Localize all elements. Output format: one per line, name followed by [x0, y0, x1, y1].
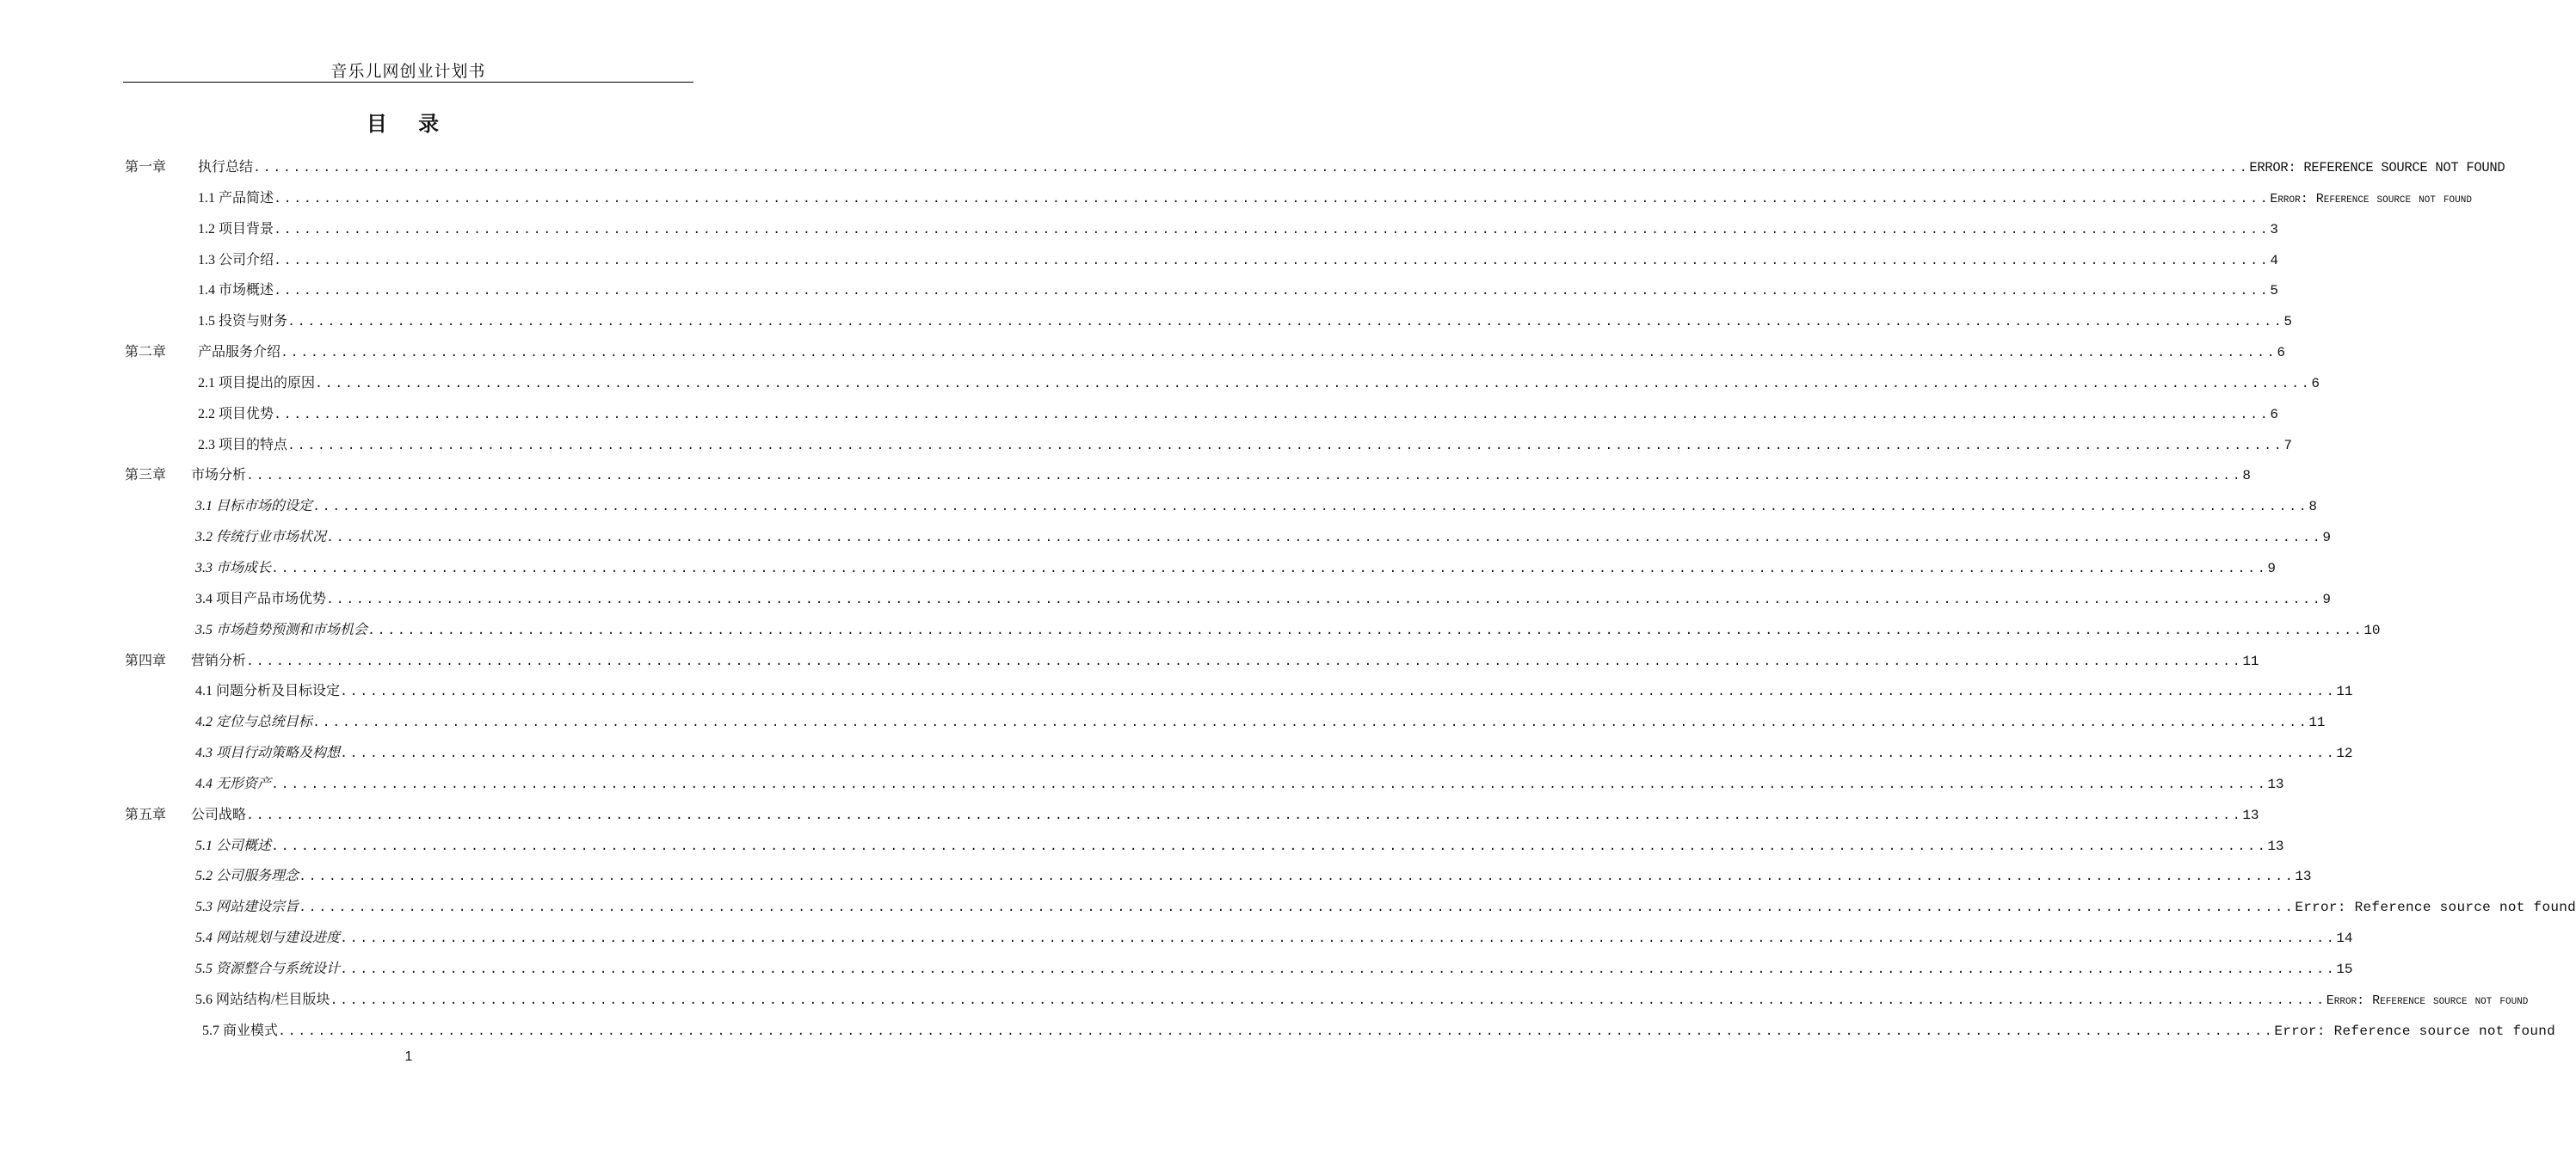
toc-section-entry[interactable]: [125, 769, 2284, 800]
chapter-number: 第三章: [125, 468, 167, 483]
dot-leader: ........................................................................................................................................................................................................: [315, 376, 2312, 391]
toc-chapter-entry[interactable]: [125, 646, 2259, 677]
entry-page: 7: [2283, 437, 2292, 453]
entry-title: 3.2 传统行业市场状况: [195, 530, 327, 545]
dot-leader: ........................................................................................................................................................................................................: [340, 962, 2337, 977]
dot-leader: ........................................................................................................................................................................................................: [299, 901, 2296, 916]
toc-section-entry[interactable]: [125, 738, 2353, 769]
dot-leader: ........................................................................................................................................................................................................: [274, 407, 2271, 422]
dot-leader: ........................................................................................................................................................................................................: [330, 993, 2326, 1008]
entry-title: 3.4 项目产品市场优势: [195, 591, 327, 606]
toc-title: 目 录: [366, 112, 452, 136]
dot-leader: ........................................................................................................................................................................................................: [326, 592, 2323, 607]
entry-page: 9: [2267, 560, 2276, 576]
entry-page: 13: [2267, 776, 2284, 792]
toc-section-entry[interactable]: [125, 923, 2353, 954]
entry-title: 产品服务介绍: [198, 345, 281, 360]
toc-section-entry[interactable]: [125, 368, 2320, 399]
toc-section-entry[interactable]: [125, 183, 2472, 214]
entry-page: 8: [2308, 499, 2317, 515]
chapter-number: 第五章: [125, 807, 167, 822]
dot-leader: ........................................................................................................................................................................................................: [246, 808, 2243, 823]
header-divider: [123, 82, 693, 83]
dot-leader: ........................................................................................................................................................................................................: [312, 500, 2309, 515]
toc-section-entry[interactable]: [125, 275, 2278, 306]
toc-section-entry[interactable]: [125, 831, 2284, 862]
dot-leader: ........................................................................................................................................................................................................: [280, 346, 2277, 361]
dot-leader: ........................................................................................................................................................................................................: [271, 839, 2268, 854]
chapter-number: 第一章: [125, 160, 167, 175]
dot-leader: ........................................................................................................................................................................................................: [367, 623, 2364, 638]
entry-title: 4.2 定位与总统目标: [195, 715, 313, 730]
dot-leader: ........................................................................................................................................................................................................: [287, 438, 2284, 453]
entry-page: 13: [2242, 807, 2259, 823]
toc-chapter-entry[interactable]: [125, 460, 2251, 491]
table-of-contents: [125, 152, 2576, 1046]
entry-page: 11: [2308, 715, 2326, 731]
entry-page: 5: [2270, 283, 2278, 299]
entry-title: 3.5 市场趋势预测和市场机会: [195, 622, 368, 637]
dot-leader: ........................................................................................................................................................................................................: [271, 777, 2268, 792]
entry-page: Error: Reference source not found: [2274, 1023, 2556, 1039]
dot-leader: ........................................................................................................................................................................................................: [246, 654, 2243, 669]
dot-leader: ........................................................................................................................................................................................................: [326, 531, 2323, 546]
entry-title: 市场分析: [191, 468, 247, 483]
toc-section-entry[interactable]: [125, 430, 2292, 461]
entry-page: 15: [2336, 961, 2353, 977]
dot-leader: ........................................................................................................................................................................................................: [246, 469, 2243, 484]
toc-section-entry[interactable]: [125, 1016, 2556, 1047]
entry-page: 13: [2267, 838, 2284, 854]
entry-title: 公司战略: [191, 807, 247, 822]
toc-section-entry[interactable]: [125, 553, 2276, 584]
dot-leader: ........................................................................................................................................................................................................: [340, 747, 2337, 762]
entry-page: 8: [2242, 468, 2251, 484]
entry-title: 4.1 问题分析及目标设定: [195, 684, 341, 699]
entry-page: 9: [2322, 530, 2331, 546]
entry-title: 5.6 网站结构/栏目版块: [195, 992, 330, 1007]
entry-title: 3.1 目标市场的设定: [195, 499, 313, 514]
dot-leader: ........................................................................................................................................................................................................: [287, 315, 2284, 330]
entry-title: 5.4 网站规划与建设进度: [195, 931, 341, 946]
entry-title: 营销分析: [191, 653, 247, 668]
toc-section-entry[interactable]: [125, 214, 2278, 245]
entry-title: 3.3 市场成长: [195, 560, 272, 575]
dot-leader: ........................................................................................................................................................................................................: [340, 685, 2337, 700]
toc-section-entry[interactable]: [125, 491, 2317, 522]
entry-page: 6: [2277, 345, 2285, 361]
dot-leader: ........................................................................................................................................................................................................: [312, 716, 2309, 731]
toc-section-entry[interactable]: [125, 861, 2312, 892]
toc-section-entry[interactable]: [125, 306, 2292, 337]
dot-leader: ........................................................................................................................................................................................................: [299, 870, 2296, 885]
toc-section-entry[interactable]: [125, 584, 2331, 615]
entry-title: 4.4 无形资产: [195, 776, 272, 791]
entry-page: Error: Reference source not found: [2270, 191, 2472, 206]
entry-title: 1.1 产品简述: [198, 190, 274, 206]
dot-leader: ........................................................................................................................................................................................................: [253, 161, 2250, 175]
entry-title: 5.7 商业模式: [202, 1023, 279, 1038]
toc-section-entry[interactable]: [125, 615, 2381, 646]
entry-title: 2.1 项目提出的原因: [198, 375, 316, 390]
entry-page: 11: [2336, 684, 2353, 700]
entry-title: 5.3 网站建设宗旨: [195, 900, 299, 915]
entry-page: 13: [2295, 869, 2312, 885]
dot-leader: ........................................................................................................................................................................................................: [278, 1024, 2275, 1039]
dot-leader: ........................................................................................................................................................................................................: [274, 284, 2271, 299]
dot-leader: ........................................................................................................................................................................................................: [340, 932, 2337, 947]
dot-leader: ........................................................................................................................................................................................................: [274, 253, 2271, 268]
entry-title: 4.3 项目行动策略及构想: [195, 746, 341, 761]
entry-page: 14: [2336, 931, 2353, 947]
chapter-number: 第二章: [125, 345, 167, 360]
toc-section-entry[interactable]: [125, 954, 2353, 985]
toc-section-entry[interactable]: [125, 245, 2278, 276]
entry-title: 1.3 公司介绍: [198, 252, 274, 267]
toc-chapter-entry[interactable]: [125, 337, 2285, 368]
entry-page: 3: [2270, 221, 2278, 237]
entry-page: 4: [2270, 252, 2278, 268]
entry-page: 12: [2336, 746, 2353, 762]
toc-section-entry[interactable]: [125, 985, 2529, 1016]
entry-title: 1.2 项目背景: [198, 221, 274, 237]
running-header: 音乐儿网创业计划书: [330, 63, 486, 81]
entry-page: Error: Reference source not found: [2295, 900, 2576, 916]
entry-title: 2.2 项目优势: [198, 406, 274, 421]
dot-leader: ........................................................................................................................................................................................................: [271, 561, 2268, 576]
entry-page: 9: [2322, 591, 2331, 607]
entry-title: 1.4 市场概述: [198, 283, 274, 298]
entry-title: 5.2 公司服务理念: [195, 869, 299, 884]
entry-page: 11: [2242, 653, 2259, 669]
toc-section-entry[interactable]: [125, 399, 2278, 430]
entry-page: ERROR: REFERENCE SOURCE NOT FOUND: [2249, 160, 2505, 175]
toc-chapter-entry[interactable]: [125, 152, 2505, 183]
entry-page: 6: [2311, 375, 2320, 391]
toc-section-entry[interactable]: [125, 892, 2576, 923]
dot-leader: ........................................................................................................................................................................................................: [274, 222, 2271, 237]
entry-page: Error: Reference source not found: [2326, 993, 2529, 1008]
entry-title: 1.5 投资与财务: [198, 314, 288, 329]
chapter-number: 第四章: [125, 653, 167, 668]
entry-title: 执行总结: [198, 160, 254, 175]
entry-title: 2.3 项目的特点: [198, 437, 288, 452]
toc-section-entry[interactable]: [125, 707, 2326, 738]
entry-page: 5: [2283, 314, 2292, 330]
dot-leader: ........................................................................................................................................................................................................: [274, 191, 2271, 206]
entry-page: 6: [2270, 406, 2278, 422]
toc-section-entry[interactable]: [125, 522, 2331, 553]
entry-title: 5.1 公司概述: [195, 838, 272, 853]
toc-chapter-entry[interactable]: [125, 800, 2259, 831]
entry-page: 10: [2363, 622, 2381, 638]
page-number: 1: [404, 1049, 413, 1064]
toc-section-entry[interactable]: [125, 676, 2353, 707]
entry-title: 5.5 资源整合与系统设计: [195, 961, 341, 976]
